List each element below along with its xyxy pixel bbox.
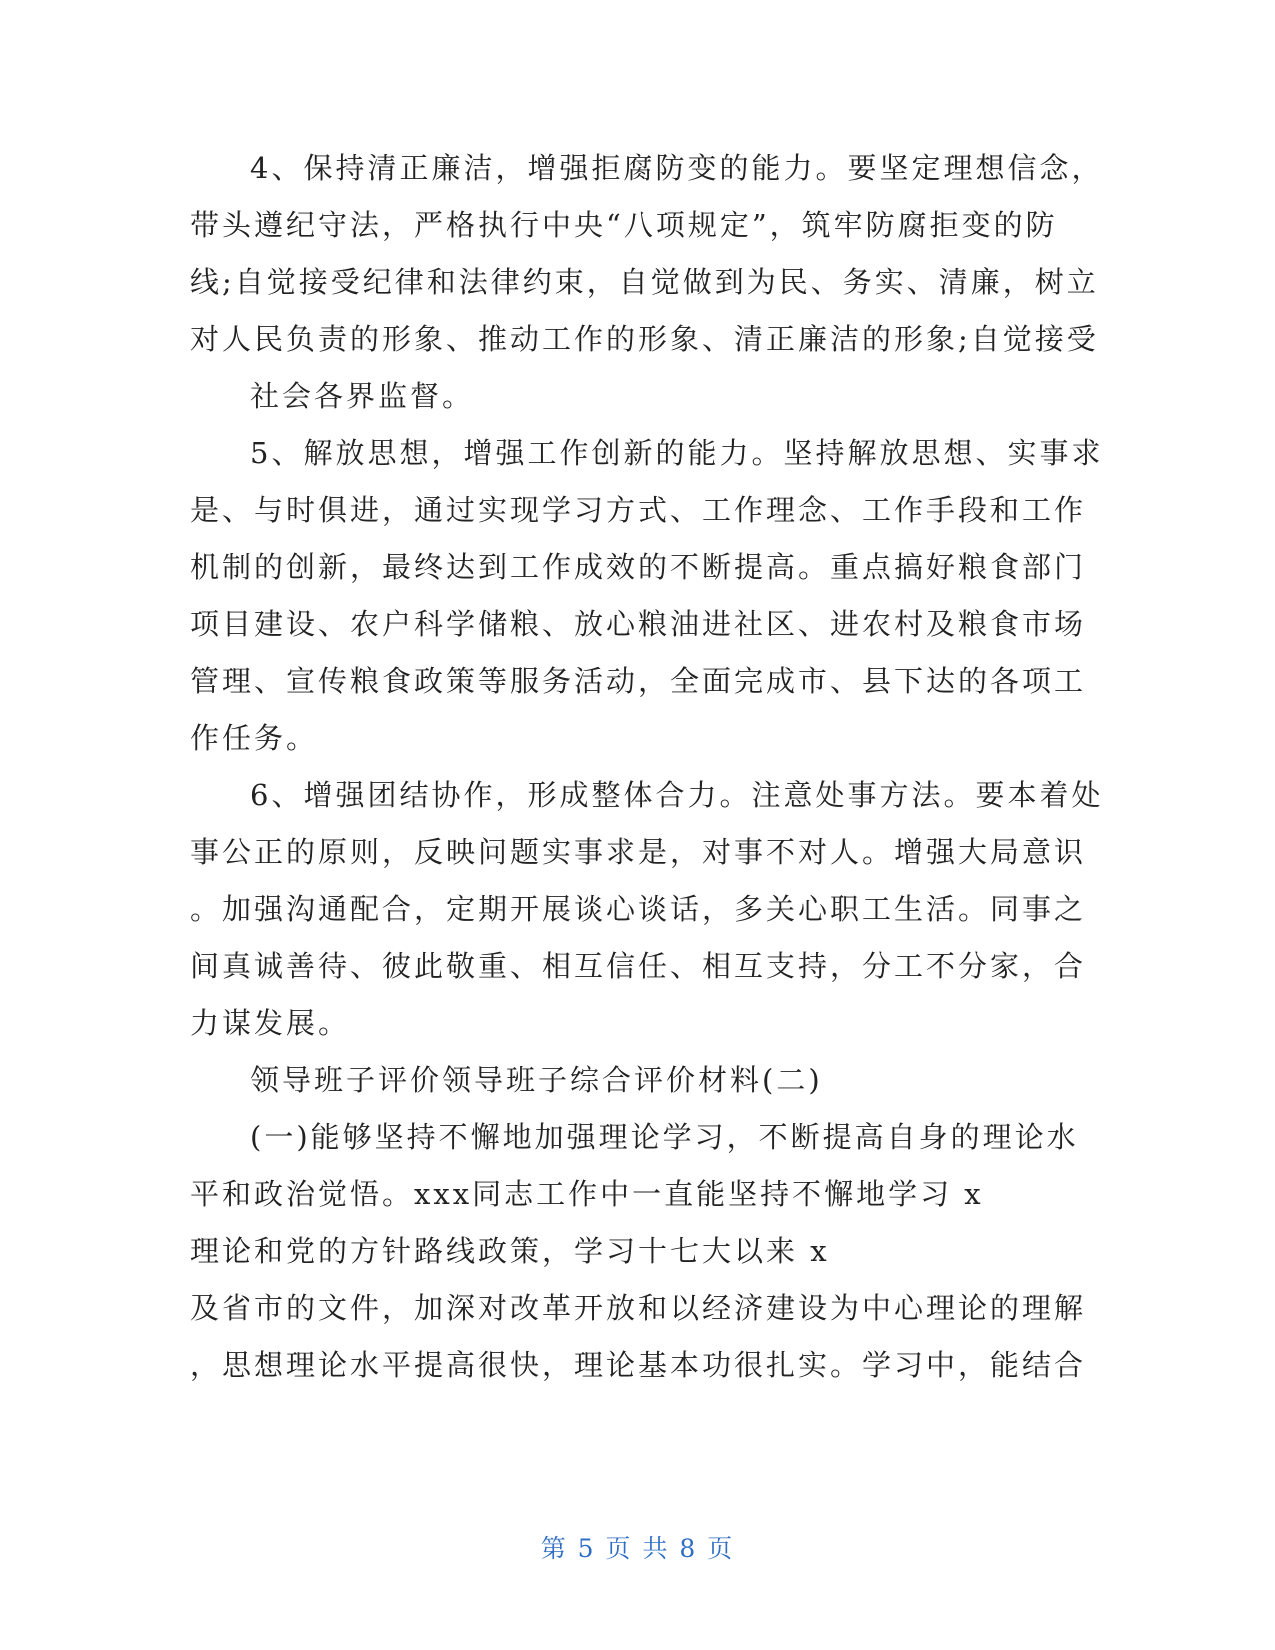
footer-middle: 页 共 [605, 1534, 670, 1563]
paragraph-line: 及省市的文件，加深对改革开放和以经济建设为中心理论的理解 [190, 1291, 1087, 1325]
paragraph-line: 事公正的原则，反映问题实事求是，对事不对人。增强大局意识 [190, 835, 1087, 869]
paragraph-line: 理论和党的方针路线政策，学习十七大以来 x [190, 1234, 830, 1268]
section-heading: 领导班子评价领导班子综合评价材料(二) [250, 1063, 823, 1097]
paragraph-line: (一)能够坚持不懈地加强理论学习，不断提高自身的理论水 [250, 1120, 1079, 1154]
paragraph-line: 管理、宣传粮食政策等服务活动，全面完成市、县下达的各项工 [190, 664, 1087, 698]
paragraph-line: 。加强沟通配合，定期开展谈心谈话，多关心职工生活。同事之 [190, 892, 1087, 926]
paragraph-line: 项目建设、农户科学储粮、放心粮油进社区、进农村及粮食市场 [190, 607, 1087, 641]
footer-prefix: 第 [540, 1534, 568, 1563]
paragraph-line: 作任务。 [190, 721, 319, 755]
paragraph-line: 线;自觉接受纪律和法律约束，自觉做到为民、务实、清廉，树立 [190, 265, 1099, 299]
paragraph-line: 带头遵纪守法，严格执行中央“八项规定”，筑牢防腐拒变的防 [190, 208, 1058, 242]
paragraph-line: 间真诚善待、彼此敬重、相互信任、相互支持，分工不分家，合 [190, 949, 1087, 983]
paragraph-line: 6、增强团结协作，形成整体合力。注意处事方法。要本着处 [250, 778, 1104, 812]
footer-suffix: 页 [707, 1534, 735, 1563]
paragraph-line: 机制的创新，最终达到工作成效的不断提高。重点搞好粮食部门 [190, 550, 1087, 584]
total-page-number: 8 [679, 1534, 698, 1563]
page-footer [0, 1532, 1275, 1566]
paragraph-line: 4、保持清正廉洁，增强拒腐防变的能力。要坚定理想信念， [250, 151, 1104, 185]
paragraph-line: 是、与时俱进，通过实现学习方式、工作理念、工作手段和工作 [190, 493, 1087, 527]
paragraph-line: 对人民负责的形象、推动工作的形象、清正廉洁的形象;自觉接受 [190, 322, 1099, 356]
current-page-number: 5 [577, 1534, 596, 1563]
paragraph-line: ，思想理论水平提高很快，理论基本功很扎实。学习中，能结合 [190, 1348, 1087, 1382]
paragraph-line: 社会各界监督。 [250, 379, 475, 413]
paragraph-line: 力谋发展。 [190, 1006, 351, 1040]
paragraph-line: 平和政治觉悟。xxx同志工作中一直能坚持不懈地学习 x [190, 1177, 984, 1211]
paragraph-line: 5、解放思想，增强工作创新的能力。坚持解放思想、实事求 [250, 436, 1104, 470]
